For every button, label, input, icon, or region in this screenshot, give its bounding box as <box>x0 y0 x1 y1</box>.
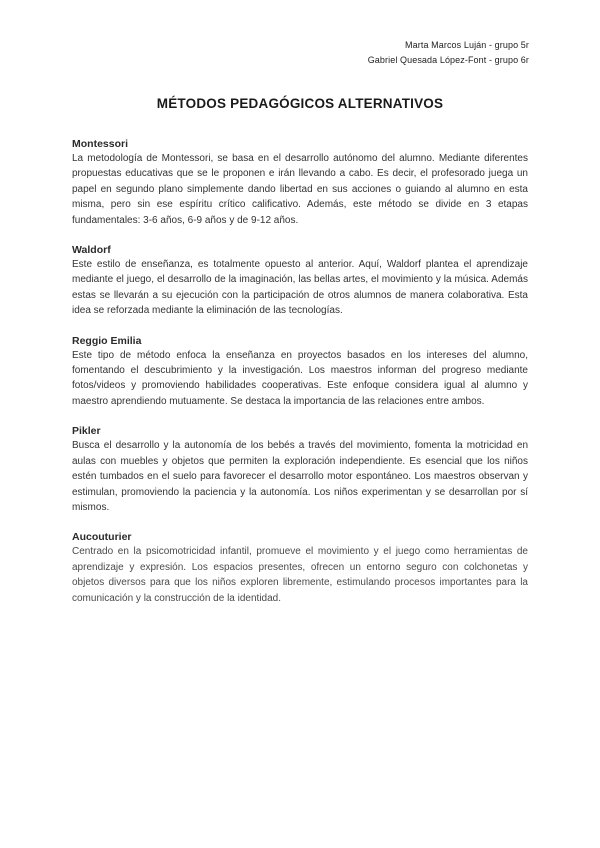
section-paragraph: Este tipo de método enfoca la enseñanza en proyectos basados en los intereses del alumno, fomentando el descubrimiento y la investigación. Los maestros informan del progreso mediante fotos/videos y promoviendo habilidades cooperativas. Este enfoque considera igual al alumno y maestro aprendiendo mutuamente. Se destaca la importancia de las relaciones entre ambos. <box>72 349 528 407</box>
section-heading: Reggio Emilia <box>72 334 142 347</box>
section-heading: Aucouturier <box>72 531 132 544</box>
section-reggio-emilia <box>72 334 528 410</box>
author-block <box>368 38 529 68</box>
author-line-2: Gabriel Quesada López-Font - grupo 6r <box>367 55 529 65</box>
author-line-1: Marta Marcos Luján - grupo 5r <box>405 40 529 50</box>
section-waldorf <box>72 243 528 319</box>
section-paragraph: Centrado en la psicomotricidad infantil, promueve el movimiento y el juego como herramientas de aprendizaje y expresión. Los espacios presentes, ofrecen un entorno seguro con colchonetas y objetos diversos para que los niños exploren libremente, estimulando procesos importantes para la comunicación y la construcción de la identidad. <box>72 546 528 604</box>
section-paragraph: Busca el desarrollo y la autonomía de los bebés a través del movimiento, fomenta la motricidad en aulas con muebles y objetos que permiten la exploración independiente. Es esencial que los niños estén tumbados en el suelo para favorecer el desarrollo motor espontáneo. Los maestros observan y estimulan, promoviendo la paciencia y la autonomía. Los niños experimentan y se desarrollan por sí mismos. <box>72 440 528 513</box>
section-montessori <box>72 137 528 228</box>
section-pikler <box>72 424 528 515</box>
section-heading: Montessori <box>72 138 129 150</box>
document-title: MÉTODOS PEDAGÓGICOS ALTERNATIVOS <box>156 96 444 111</box>
section-paragraph: La metodología de Montessori, se basa en el desarrollo autónomo del alumno. Mediante diferentes propuestas educativas que se le proponen e irán llevando a cabo. Es decir, el profesorado juega un papel en segundo plano simplemente dando libertad en sus acciones o guiando al alumno en esta misma, pero sin ese espíritu crítico calificativo. Además, este método se divide en 3 etapas fundamentales: 3-6 años, 6-9 años y de 9-12 años. <box>72 153 528 226</box>
section-paragraph: Este estilo de enseñanza, es totalmente opuesto al anterior. Aquí, Waldorf plantea el aprendizaje mediante el juego, el desarrollo de la imaginación, las bellas artes, el movimiento y la música. Además estas se llevarán a su ejecución con la participación de otros alumnos de manera colaborativa. Esta idea se reforzada mediante la eliminación de las tecnologías. <box>72 259 528 317</box>
section-heading: Pikler <box>72 425 101 438</box>
section-aucouturier <box>72 530 528 606</box>
document-body <box>72 137 528 621</box>
section-heading: Waldorf <box>72 244 111 257</box>
